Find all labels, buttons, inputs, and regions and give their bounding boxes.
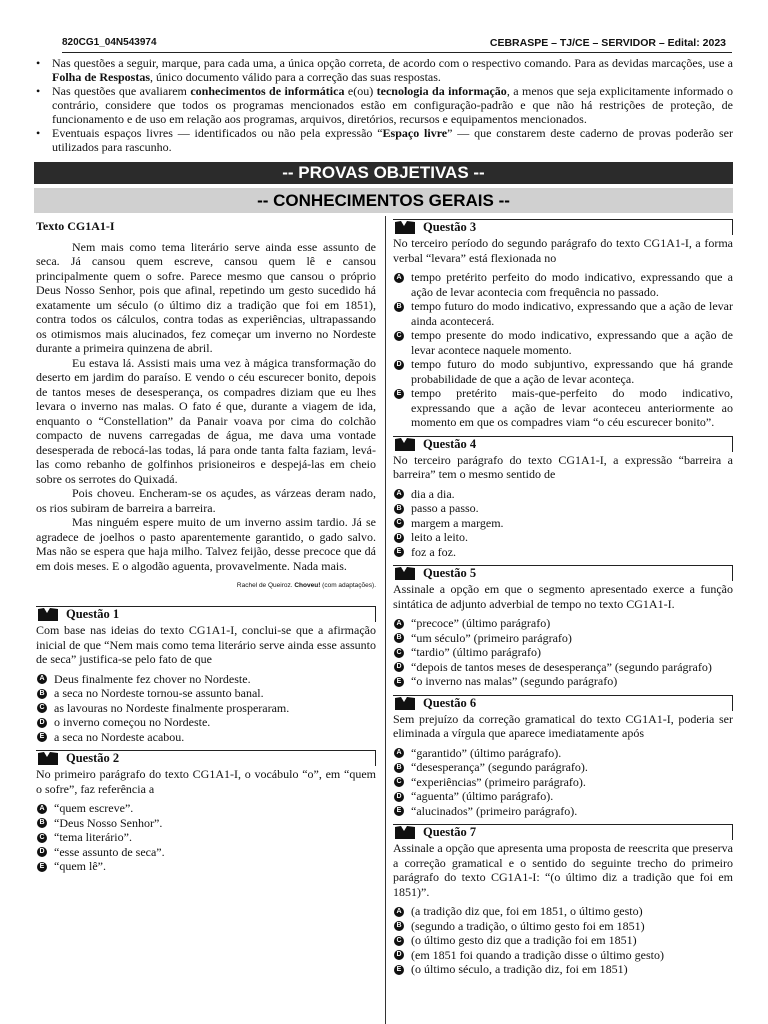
option-c: [36, 830, 376, 845]
option-letter-badge: B: [37, 818, 47, 828]
option-letter-badge: B: [37, 689, 47, 699]
question-marker-icon: [38, 752, 58, 765]
option-b: [393, 631, 733, 646]
question-stem: Assinale a opção em que o segmento apresentado exerce a função sintática de adjunto adverbial de tempo no texto CG1A1-I.: [393, 582, 733, 611]
option-d: [393, 530, 733, 545]
option-d: [393, 660, 733, 675]
option-letter-badge: A: [394, 907, 404, 917]
text-paragraph: Pois choveu. Encheram-se os açudes, as várzeas deram nado, os rios subiram de barreira a barreira.: [36, 486, 376, 515]
option-letter-badge: D: [394, 662, 404, 672]
option-b: [393, 501, 733, 516]
option-b: [36, 686, 376, 701]
option-e: [393, 674, 733, 689]
question-2: [36, 750, 376, 880]
option-text: tempo presente do modo indicativo, expressando que a ação de levar acontece naquele momento.: [411, 328, 733, 357]
instructions: [34, 56, 733, 154]
question-header: [393, 436, 733, 452]
option-letter-badge: C: [37, 833, 47, 843]
option-text: “alucinados” (primeiro parágrafo).: [411, 803, 578, 818]
options-list: [393, 746, 733, 819]
option-d: [36, 845, 376, 860]
option-e: [393, 804, 733, 819]
options-list: [393, 270, 733, 430]
question-stem: No primeiro parágrafo do texto CG1A1-I, o vocábulo “o”, em “quem o sofre”, faz referência a: [36, 767, 376, 796]
instruction-item: • Eventuais espaços livres — identificados ou não pela expressão “Espaço livre” — que constarem deste caderno de provas poderão ser utilizados para rascunho.: [34, 126, 733, 154]
text-paragraph: Nem mais como tema literário serve ainda esse assunto de seca. Já cansou quem escreve, cansou quem lê e cansou principalmente quem o sofre. Parece mesmo que cansou o próprio Deus Nosso Senhor, pois que afinal, repetindo um gesto sucedido há exatamente um século (o último diz a tradição que foi em 1851), contra todos os cálculos, contra todas as experiências, ultrapassando os otimismos mais alucinados, fez começar um inverno no Nordeste durante a primeira quinzena de abril.: [36, 239, 376, 355]
option-d: [36, 715, 376, 730]
option-letter-badge: C: [394, 331, 404, 341]
option-letter-badge: E: [394, 389, 404, 399]
option-text: (a tradição diz que, foi em 1851, o último gesto): [411, 904, 643, 918]
question-label: Questão 7: [423, 825, 477, 839]
question-5: [393, 565, 733, 695]
option-letter-badge: D: [394, 792, 404, 802]
option-text: as lavouras no Nordeste finalmente prosperaram.: [54, 700, 290, 715]
question-marker-icon: [38, 608, 58, 621]
option-letter-badge: D: [37, 718, 47, 728]
option-letter-badge: A: [394, 748, 404, 758]
option-letter-badge: E: [394, 965, 404, 975]
option-e: [393, 545, 733, 560]
exam-code: 820CG1_04N543974: [62, 37, 157, 48]
option-text: “aguenta” (último parágrafo).: [411, 789, 554, 803]
option-letter-badge: B: [394, 302, 404, 312]
options-list: [393, 487, 733, 560]
left-column: [36, 219, 376, 880]
question-stem: No terceiro período do segundo parágrafo do texto CG1A1-I, a forma verbal “levara” está flexionada no: [393, 236, 733, 265]
option-letter-badge: E: [37, 862, 47, 872]
question-stem: No terceiro parágrafo do texto CG1A1-I, a expressão “barreira a barreira” tem o mesmo sentido de: [393, 452, 733, 481]
question-4: [393, 436, 733, 566]
option-text: tempo futuro do modo subjuntivo, expressando que há grande probabilidade de que a ação de levar aconteça.: [411, 357, 733, 386]
option-letter-badge: C: [394, 648, 404, 658]
question-1: [36, 606, 376, 750]
options-list: [36, 672, 376, 745]
section-banner-provas: -- PROVAS OBJETIVAS --: [34, 162, 733, 184]
question-header: [393, 565, 733, 581]
options-list: [393, 616, 733, 689]
question-label: Questão 2: [66, 751, 120, 765]
option-text: “tardio” (último parágrafo): [411, 645, 541, 659]
option-e: [393, 386, 733, 430]
option-text: “desesperança” (segundo parágrafo).: [411, 760, 588, 774]
option-text: leito a leito.: [411, 530, 468, 544]
option-letter-badge: D: [37, 847, 47, 857]
instruction-item: • Nas questões que avaliarem conhecimentos de informática e(ou) tecnologia da informação, a menos que seja explicitamente informado o contrário, considere que todos os programas mencionados estão em configuração-padrão e que não há restrições de proteção, de funcionamento e de uso em relação aos programas, arquivos, diretórios, recursos e equipamentos mencionados.: [34, 84, 733, 126]
option-c: [393, 645, 733, 660]
option-c: [393, 328, 733, 357]
option-a: [393, 616, 733, 631]
option-text: a seca no Nordeste tornou-se assunto banal.: [54, 686, 264, 700]
question-stem: Assinale a opção que apresenta uma proposta de reescrita que preserva a correção gramatical e o sentido do seguinte trecho do primeiro parágrafo do texto CG1A1-I: “(o último diz a tradição que foi em 1851)”.: [393, 841, 733, 899]
text-passage: [36, 219, 376, 590]
question-header: [393, 824, 733, 840]
option-c: [393, 933, 733, 948]
question-label: Questão 4: [423, 436, 477, 451]
question-7: [393, 824, 733, 983]
option-b: [393, 760, 733, 775]
option-text: tempo pretérito mais-que-perfeito do modo indicativo, expressando que a ação de levar aconteceu anteriormente ao momento em que os compadres viam “o céu escurecer bonito”.: [411, 386, 733, 429]
option-letter-badge: E: [37, 732, 47, 742]
option-e: [36, 730, 376, 745]
option-letter-badge: C: [394, 777, 404, 787]
exam-title: CEBRASPE – TJ/CE – SERVIDOR – Edital: 2023: [489, 37, 726, 49]
question-label: Questão 3: [423, 220, 477, 234]
option-a: [36, 672, 376, 687]
option-text: “experiências” (primeiro parágrafo).: [411, 774, 586, 789]
option-letter-badge: B: [394, 633, 404, 643]
option-letter-badge: C: [394, 936, 404, 946]
option-text: passo a passo.: [411, 501, 479, 515]
option-letter-badge: B: [394, 504, 404, 514]
question-stem: Sem prejuízo da correção gramatical do texto CG1A1-I, poderia ser eliminada a vírgula que aparece imediatamente após: [393, 711, 733, 740]
question-label: Questão 5: [423, 566, 477, 580]
option-text: o inverno começou no Nordeste.: [54, 715, 211, 729]
question-marker-icon: [395, 438, 415, 451]
question-label: Questão 6: [423, 695, 477, 710]
option-letter-badge: B: [394, 763, 404, 773]
option-text: tempo pretérito perfeito do modo indicativo, expressando que a ação de levar acontecia com frequência no passado.: [411, 270, 733, 299]
text-paragraph: Eu estava lá. Assisti mais uma vez à mágica transformação do deserto em jardim do paraíso. E vendo o céu escurecer bonito, depois de tantos meses de desesperança, os compadres diziam que eu lhes levara o inverno nas malas. O fato é que, durante a viagem de ida, enquanto o “Constellation” da Panair voava por cima do colchão compacto de nuvens carregadas de água, me dava uma vontade desesperada de rebocá-las todas, lá para onde tanta falta faziam, levá-las como rebanho de golfinhos prisioneiros e despejá-las em cheio sobre os serrotes do Quixadá.: [36, 355, 376, 486]
question-3: [393, 219, 733, 436]
option-c: [36, 701, 376, 716]
option-text: (o último século, a tradição diz, foi em 1851): [411, 962, 628, 976]
options-list: [36, 801, 376, 874]
text-paragraph: Mas ninguém espere muito de um inverno assim tardio. Já se agradece de joelhos o pasto aparentemente garantido, o gado salvo. Mas não se espera que haja milho. Talvez feijão, desse precoce que dá em dois meses. E o algodão aguenta, provavelmente. Nada mais.: [36, 515, 376, 573]
option-a: [36, 801, 376, 816]
text-title: Texto CG1A1-I: [36, 219, 115, 233]
option-c: [393, 775, 733, 790]
options-list: [393, 904, 733, 977]
section-banner-conhecimentos: -- CONHECIMENTOS GERAIS --: [34, 188, 733, 213]
option-a: [393, 270, 733, 299]
question-marker-icon: [395, 697, 415, 710]
question-header: [393, 219, 733, 235]
option-text: “Deus Nosso Senhor”.: [54, 815, 163, 830]
option-text: “quem lê”.: [54, 859, 106, 873]
option-text: tempo futuro do modo indicativo, expressando que a ação de levar ainda acontecerá.: [411, 299, 733, 328]
instruction-item: • Nas questões a seguir, marque, para cada uma, a única opção correta, de acordo com o respectivo comando. Para as devidas marcações, use a Folha de Respostas, único documento válido para a correção das suas respostas.: [34, 56, 733, 84]
option-a: [393, 487, 733, 502]
option-letter-badge: E: [394, 547, 404, 557]
option-letter-badge: A: [394, 489, 404, 499]
option-letter-badge: B: [394, 921, 404, 931]
question-marker-icon: [395, 567, 415, 580]
option-text: “tema literário”.: [54, 830, 132, 844]
option-e: [36, 859, 376, 874]
option-b: [393, 299, 733, 328]
option-a: [393, 746, 733, 761]
option-text: Deus finalmente fez chover no Nordeste.: [54, 671, 251, 686]
column-divider: [385, 216, 386, 1024]
question-header: [36, 750, 376, 766]
option-letter-badge: C: [394, 518, 404, 528]
option-letter-badge: C: [37, 703, 47, 713]
option-d: [393, 789, 733, 804]
option-text: “o inverno nas malas” (segundo parágrafo): [411, 674, 618, 688]
option-text: “quem escreve”.: [54, 801, 134, 815]
question-header: [36, 606, 376, 622]
option-text: foz a foz.: [411, 544, 456, 559]
option-text: “esse assunto de seca”.: [54, 844, 165, 859]
right-column: [393, 219, 733, 983]
option-letter-badge: D: [394, 360, 404, 370]
option-letter-badge: D: [394, 950, 404, 960]
option-a: [393, 904, 733, 919]
option-text: (em 1851 foi quando a tradição disse o último gesto): [411, 947, 664, 962]
question-label: Questão 1: [66, 607, 120, 621]
option-b: [36, 816, 376, 831]
question-header: [393, 695, 733, 711]
option-letter-badge: E: [394, 677, 404, 687]
option-text: margem a margem.: [411, 515, 504, 530]
option-text: a seca no Nordeste acabou.: [54, 729, 185, 744]
question-marker-icon: [395, 826, 415, 839]
question-stem: Com base nas ideias do texto CG1A1-I, conclui-se que a afirmação inicial de que “Nem mais como tema literário serve ainda esse assunto de seca” justifica-se pelo fato de que: [36, 623, 376, 666]
option-letter-badge: A: [37, 804, 47, 814]
option-letter-badge: A: [394, 619, 404, 629]
option-text: “precoce” (último parágrafo): [411, 616, 551, 630]
option-text: (o último gesto diz que a tradição foi em 1851): [411, 933, 637, 947]
option-text: (segundo a tradição, o último gesto foi em 1851): [411, 918, 645, 933]
option-c: [393, 516, 733, 531]
option-letter-badge: A: [37, 674, 47, 684]
option-text: dia a dia.: [411, 486, 455, 501]
option-d: [393, 948, 733, 963]
option-b: [393, 919, 733, 934]
option-text: “garantido” (último parágrafo).: [411, 745, 562, 760]
text-credit: Rachel de Queiroz. Choveu! (com adaptações).: [236, 582, 376, 589]
question-6: [393, 695, 733, 825]
option-e: [393, 962, 733, 977]
option-letter-badge: D: [394, 533, 404, 543]
option-text: “depois de tantos meses de desesperança” (segundo parágrafo): [411, 659, 712, 674]
page-header: [62, 36, 732, 53]
option-text: “um século” (primeiro parágrafo): [411, 630, 572, 645]
option-letter-badge: A: [394, 273, 404, 283]
option-letter-badge: E: [394, 806, 404, 816]
question-marker-icon: [395, 221, 415, 234]
option-d: [393, 357, 733, 386]
